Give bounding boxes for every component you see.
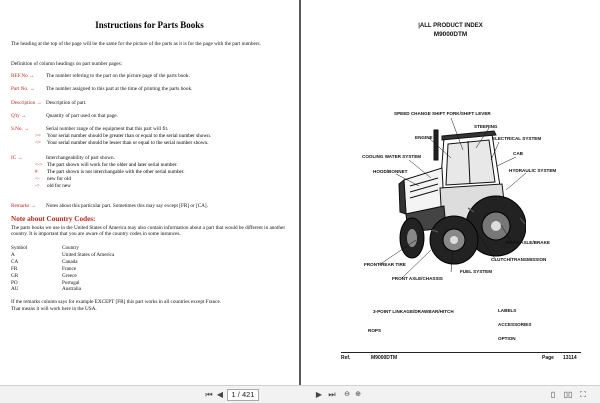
country-codes-text: The parts books we use in the United States of America may also contain information about a part that would be different in another country. It is important that you are aware of the country codes in some instances. (11, 225, 286, 238)
label-rear-axle[interactable]: REAR AXLE/BRAKE (506, 240, 550, 245)
right-page (301, 0, 600, 385)
table-row: PO Portugal (11, 279, 80, 286)
footer-rule (341, 352, 581, 353)
table-row: GR Greece (11, 272, 77, 279)
label-option[interactable]: OPTION (498, 336, 516, 341)
leader-lines (301, 0, 600, 385)
label-speed-change[interactable]: SPEED CHANGE SHIFT FORK/SHIFT LEVER (394, 111, 491, 116)
label-engine[interactable]: ENGINE (415, 135, 433, 140)
label-rops[interactable]: ROPS (368, 328, 382, 333)
serial-symbol-row: >= Your serial number should be greater than or equal to the serial number shown. (35, 133, 211, 139)
label-clutch[interactable]: CLUTCH/TRANSMISSION (491, 257, 547, 262)
left-page: Instructions for Parts Books The heading at the top of the page will be the same for the picture of the parts as it is for the page with the part numbers. Definition of column headings on part number pages: REF.No → The number refering to the part on the picture page of the parts book. Part No. → The number assigned to this part at the time of printing the parts book. Description → Description of part. Q'ty → Quantity of part used on that page. S.No. → Serial number range of the equipment that this part will fit. >= Your serial number should be greater than or equal to the serial number shown. <= Your serial number should be lesser than or equal to the serial number shown. IC → Interchangeability of part shown. <-> The part shown will work for the older and later serial number. # The part shown is not interchangable with the other serial number. <- new for old -> old for new Remarks → Notes about this particular part. Sometimes this may say except [FR] or [CA]. Note about Country Codes: The parts books we use in the United States of America may also contain information about a part that would be different in another country. It is important that you are aware of the country codes in some instances. Symbol Country A United States of America CA Canada FR France GR Greece PO Portugal AU Australia If the remarks column says for example EXCEPT [FR] this part works in all countries except France. That means it will work here in the USA. (0, 0, 299, 385)
table-row: A United States of America (11, 251, 115, 258)
page-number-input[interactable]: 1 / 421 (227, 389, 259, 401)
zoom-in-icon[interactable]: ⊕ (355, 391, 361, 398)
label-accessories[interactable]: ACCESSORIES (498, 322, 532, 327)
label-steering[interactable]: STEERING (474, 124, 498, 129)
ic-symbol-row: <- new for old (35, 176, 71, 182)
table-row: AU Australia (11, 286, 82, 293)
ic-symbol-row: <-> The part shown will work for the older and later serial number. (35, 162, 178, 168)
ic-symbol-row: -> old for new (35, 183, 71, 189)
remarks-example-text: If the remarks column says for example EXCEPT [FR] this part works in all countries except France. (11, 299, 222, 305)
table-row: CA Canada (11, 258, 78, 265)
label-cab[interactable]: CAB (513, 151, 523, 156)
label-hydraulic[interactable]: HYDRAULIC SYSTEM (509, 168, 557, 173)
single-page-view-icon[interactable]: ▯ (550, 390, 556, 399)
viewer-toolbar (0, 385, 600, 403)
label-cooling[interactable]: COOLING WATER SYSTEM (362, 154, 422, 159)
label-hood[interactable]: HOOD/BONNET (373, 169, 408, 174)
index-title: |ALL PRODUCT INDEX (418, 23, 483, 29)
fullscreen-icon[interactable]: ⛶ (580, 390, 586, 399)
two-page-view-icon[interactable]: ▯▯ (563, 390, 573, 399)
definition-heading: Definition of column headings on part number pages: (11, 61, 123, 67)
next-page-icon[interactable]: ▶ (315, 390, 323, 399)
prev-page-icon[interactable]: ◀ (216, 390, 224, 399)
model-title: M9000DTM (433, 31, 468, 38)
footer-page-label: Page (542, 355, 554, 361)
footer-model: M9000DTM (371, 355, 398, 361)
country-codes-heading: Note about Country Codes: (11, 215, 96, 223)
last-page-icon[interactable]: ⏭ (328, 390, 336, 399)
serial-symbol-row: <= Your serial number should be lesser than or equal to the serial number shown. (35, 140, 209, 146)
intro-text: The heading at the top of the page will be the same for the picture of the parts as it is for the page with the part numbers. (11, 41, 261, 47)
country-table-header: Symbol Country (11, 245, 80, 251)
page-title: Instructions for Parts Books (95, 20, 204, 30)
label-linkage[interactable]: 3-POINT LINKAGE/DRAWBAR/HITCH (373, 309, 454, 314)
country-table (11, 245, 114, 293)
label-fuel[interactable]: FUEL SYSTEM (460, 269, 493, 274)
label-front-axle[interactable]: FRONT AXLE/CHASSIS (392, 276, 443, 281)
footer-ref-label: Ref. (341, 355, 351, 361)
label-labels[interactable]: LABELS (498, 308, 517, 313)
table-row: FR France (11, 265, 77, 272)
first-page-icon[interactable]: ⏮ (205, 390, 213, 399)
label-electrical[interactable]: ELECTRICAL SYSTEM (492, 136, 542, 141)
remarks-usa-text: That means it will work here in the USA. (11, 306, 97, 312)
zoom-out-icon[interactable]: ⊖ (344, 391, 350, 398)
ic-symbol-row: # The part shown is not interchangable with the other serial number. (35, 169, 185, 175)
label-front-tire[interactable]: FRONT/REAR TIRE (364, 262, 406, 267)
footer-page-number: 13114 (563, 355, 577, 361)
